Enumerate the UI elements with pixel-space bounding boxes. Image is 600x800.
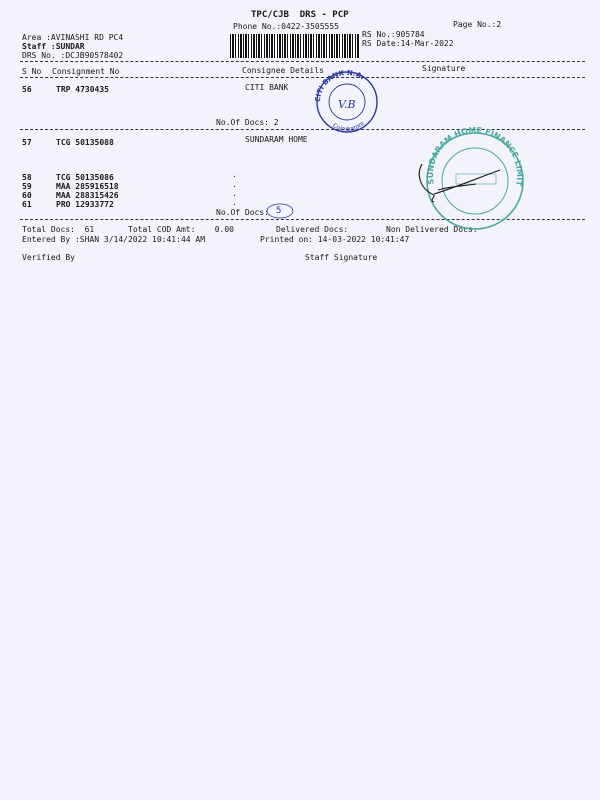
row-sno: 57: [22, 138, 32, 147]
column-consignment: Consignment No: [52, 67, 120, 76]
docs-count: No.Of Docs:: [216, 208, 269, 217]
non-delivered-docs: Non Delivered Docs:: [386, 225, 478, 234]
entered-by: Entered By :SHAN 3/14/2022 10:41:44 AM: [22, 235, 206, 244]
consignee-name: SUNDARAM HOME: [245, 135, 308, 144]
consignee-name: CITI BANK: [245, 83, 289, 92]
stamp-initials: V.B: [338, 98, 356, 111]
verified-by-label: Verified By: [22, 253, 75, 262]
bullet-mark: ·: [232, 182, 237, 191]
row-consignment: TCG 50135086: [56, 173, 114, 182]
document-title: TPC/CJB DRS - PCP: [251, 10, 349, 20]
row-sno: 60: [22, 191, 32, 200]
row-sno: 56: [22, 85, 32, 94]
row-consignment: TRP 4730435: [56, 85, 109, 94]
bullet-mark: ·: [232, 200, 237, 209]
delivered-docs: Delivered Docs:: [276, 225, 349, 234]
column-signature: Signature: [422, 64, 466, 73]
area-label: Area :AVINASHI RD PC4: [22, 33, 124, 42]
row-sno: 58: [22, 173, 32, 182]
staff-signature-label: Staff Signature: [305, 253, 378, 262]
row-consignment: MAA 285916518: [56, 182, 119, 191]
column-sno: S No: [22, 67, 42, 76]
total-docs: Total Docs: 61: [22, 225, 95, 234]
bullet-mark: ·: [232, 172, 237, 181]
handwritten-docs-count: 5: [276, 206, 282, 216]
column-consignee: Consignee Details: [242, 66, 324, 75]
row-sno: 59: [22, 182, 32, 191]
barcode: [230, 34, 360, 58]
stamp-arc-text-bottom: Coimbatore: [331, 120, 366, 134]
staff-label: Staff :SUNDAR: [22, 42, 85, 51]
stamp-arc-text-top: CITI BANK N.A.: [313, 68, 366, 103]
row-consignment: TCG 50135088: [56, 138, 114, 147]
rs-number: RS No.:905784: [362, 30, 425, 39]
rs-date: RS Date:14-Mar-2022: [362, 39, 454, 48]
printed-on: Printed on: 14-03-2022 10:41:47: [260, 235, 410, 244]
total-cod-amount: Total COD Amt: 0.00: [128, 225, 234, 234]
stamp-arc-text: SUNDARAM HOME FINANCE LIMITED: [416, 119, 525, 187]
docs-count: No.Of Docs: 2: [216, 118, 279, 127]
row-consignment: PRO 12933772: [56, 200, 114, 209]
phone-number: Phone No.:0422-3505555: [233, 22, 339, 31]
divider: [20, 77, 585, 78]
divider: [20, 61, 585, 62]
drs-number: DRS No. :DCJB90578402: [22, 51, 124, 60]
citi-bank-stamp: [310, 68, 384, 132]
row-sno: 61: [22, 200, 32, 209]
handwritten-circle: [258, 200, 298, 220]
row-consignment: MAA 288315426: [56, 191, 119, 200]
bullet-mark: ·: [232, 191, 237, 200]
handwritten-signature: [408, 160, 508, 206]
page-number: Page No.:2: [453, 20, 502, 29]
